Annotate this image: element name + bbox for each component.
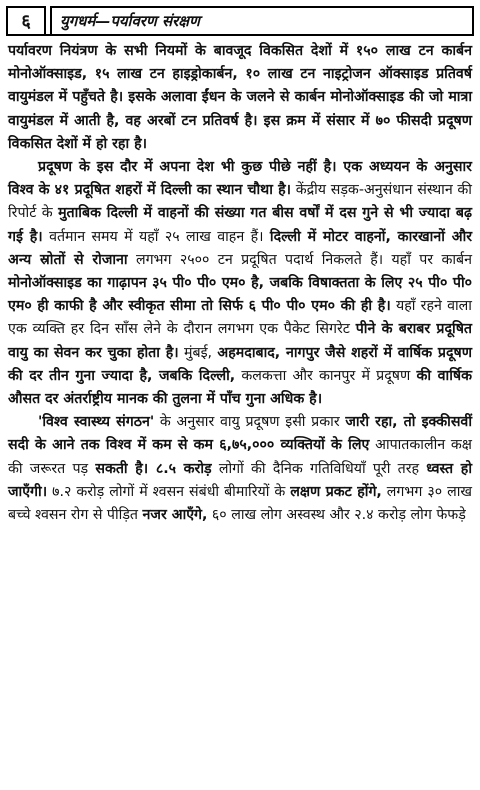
text-segment: कलकत्ता और कानपुर में प्रदूषण (235, 367, 417, 384)
text-segment: आपातकालीन कक्ष की जरूरत पड़ (8, 437, 472, 477)
bold-text-segment: की वार्षिक औसत दर अंतर्राष्ट्रीय मानक की तुलना में पाँच गुना अधिक है। (8, 367, 472, 408)
bold-text-segment: सकती है। ८.५ करोड़ (95, 460, 212, 477)
text-segment: यहाँ रहने वाला एक व्यक्ति हर दिन साँस लेने के दौरान लगभग एक पैकेट सिगरेट (8, 298, 472, 338)
text-segment: ६० लाख लोग अस्वस्थ और २.४ करोड़ लोग फेफड़े (207, 507, 466, 524)
running-title: युगधर्म—पर्यावरण संरक्षण (50, 6, 474, 34)
paragraph (8, 411, 472, 527)
bold-text-segment: प्रदूषण के इस दौर में अपना देश भी कुछ पीछे नहीं है। एक अध्ययन के अनुसार विश्व के ४१ प्रदूषित शहरों में दिल्ली का स्थान चौथा है। (8, 159, 472, 199)
text-segment: केंद्रीय सड़क-अनुसंधान संस्थान की रिपोर्ट के (8, 182, 472, 222)
bold-text-segment: पर्यावरण नियंत्रण के सभी नियमों के बावजूद विकसित देशों में १५० लाख टन कार्बन मोनोऑक्साइड, १५ लाख टन हाइड्रोकार्बन, १० लाख टन नाइट्रोजन ऑक्साइड प्रतिवर्ष वायुमंडल में पहुँचते है। इसके अलावा ईंधन के जलने से कार्बन मोनोऑक्साइड की जो मात्रा वायुमंडल में आती है, वह अरबों टन प्रतिवर्ष है। इस क्रम में संसार में ७० फीसदी प्रदूषण विकसित देशों में हो रहा है। (8, 43, 472, 152)
text-segment: लोगों की दैनिक गतिविधियाँ पूरी तरह (211, 460, 427, 477)
text-segment: वर्तमान समय में यहाँ २५ लाख वाहन हैं। (42, 228, 270, 245)
text-segment: लगभग ३० लाख बच्चे श्वसन रोग से पीड़ित (8, 483, 472, 524)
bold-text-segment: लक्षण प्रकट होंगे, (290, 483, 382, 500)
bold-text-segment: अहमदाबाद, नागपुर जैसे शहरों में वार्षिक प्रदूषण की दर तीन गुना ज्यादा है, जबकि दिल्ली, (8, 344, 472, 384)
bold-text-segment: नजर आएँगे, (142, 507, 208, 524)
page-header (6, 6, 474, 36)
paragraph (8, 156, 472, 411)
text-segment: ७.२ करोड़ लोगों में श्वसन संबंधी बीमारियों के (47, 483, 291, 500)
bold-text-segment: मुताबिक दिल्ली में वाहनों की संख्या गत बीस वर्षों में दस गुने से भी ज्यादा बढ़ गई है। (8, 205, 472, 245)
bold-text-segment: दिल्ली में मोटर वाहनों, कारखानों और अन्य स्रोतों से रोजाना (8, 228, 473, 268)
text-segment: मुंबई, (178, 344, 218, 361)
bold-text-segment: ध्वस्त हो जाएँगी। (8, 460, 472, 500)
bold-text-segment: जारी रहा, तो इक्कीसवीं सदी के आने तक विश्व में कम से कम ६,७५,००० व्यक्तियों के लिए (8, 414, 472, 454)
bold-text-segment: मोनोऑक्साइड का गाढ़ापन ३५ पी० पी० एम० है, जबकि विषाक्तता के लिए २५ पी० पी० एम० ही काफी है और स्वीकृत सीमा तो सिर्फ ६ पी० पी० एम० की ही है। (8, 275, 472, 315)
bold-text-segment: 'विश्व स्वास्थ्य संगठन' (38, 414, 155, 431)
page-number: ६ (6, 6, 46, 34)
text-segment: के अनुसार वायु प्रदूषण इसी प्रकार (154, 414, 346, 431)
text-segment: लगभग २५०० टन प्रदूषित पदार्थ निकलते हैं। यहाँ पर कार्बन (127, 251, 473, 268)
body-text (6, 40, 474, 527)
bold-text-segment: पीने के बराबर प्रदूषित वायु का सेवन कर चुका होता है। (8, 321, 472, 361)
paragraph (8, 40, 472, 156)
